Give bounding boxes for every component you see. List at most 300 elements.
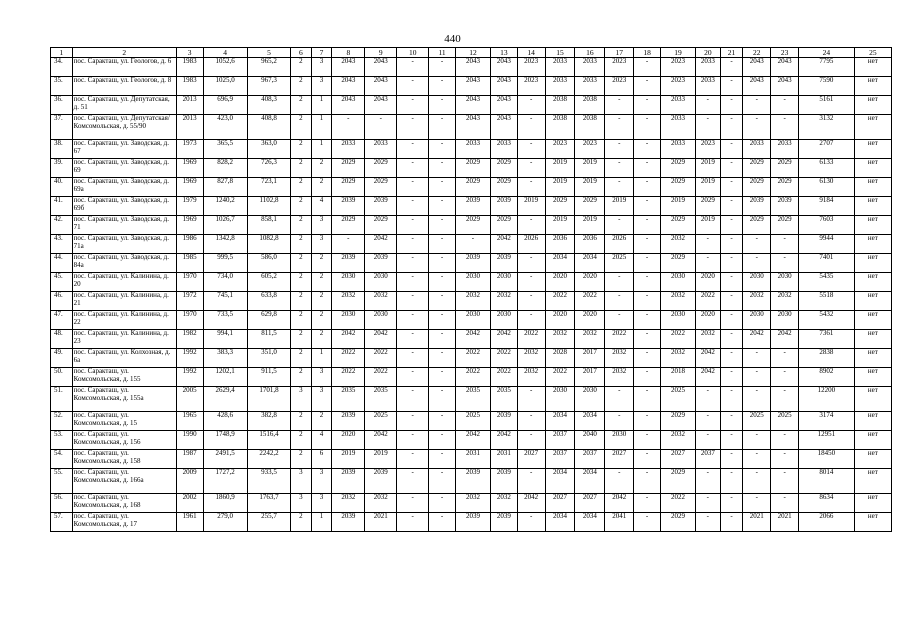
table-cell: 4	[311, 431, 332, 450]
table-cell: 351,0	[247, 349, 290, 368]
table-cell: нет	[854, 311, 891, 330]
table-cell: -	[634, 292, 661, 311]
table-cell: 363,0	[247, 140, 290, 159]
table-cell: 7603	[799, 216, 855, 235]
row-number-cell: 43.	[51, 235, 73, 254]
table-cell: -	[771, 431, 799, 450]
table-cell: 8634	[799, 494, 855, 513]
table-cell: 1202,1	[203, 368, 247, 387]
table-cell: 2030	[575, 387, 605, 412]
table-cell: 2037	[545, 450, 575, 469]
table-cell: 2030	[490, 273, 517, 292]
table-cell: 3	[311, 77, 332, 96]
table-cell: 2043	[332, 58, 365, 77]
page-number: 440	[444, 33, 461, 45]
table-cell: 2030	[660, 311, 695, 330]
table-cell: 5518	[799, 292, 855, 311]
table-cell: -	[605, 292, 634, 311]
table-cell: 2023	[605, 58, 634, 77]
table-cell: -	[429, 330, 456, 349]
table-cell: 9184	[799, 197, 855, 216]
table-cell: 2039	[490, 412, 517, 431]
table-cell: 3	[291, 469, 312, 494]
table-cell: 3	[311, 368, 332, 387]
table-cell: -	[517, 431, 545, 450]
table-cell: -	[397, 58, 429, 77]
table-cell: -	[634, 96, 661, 115]
table-cell: -	[605, 412, 634, 431]
row-number-cell: 42.	[51, 216, 73, 235]
table-cell: -	[634, 273, 661, 292]
address-cell: пос. Саракташ, ул. Заводская, д. 69	[72, 159, 176, 178]
table-cell: -	[720, 431, 743, 450]
table-cell: -	[397, 216, 429, 235]
table-cell: 1860,9	[203, 494, 247, 513]
row-number-cell: 49.	[51, 349, 73, 368]
table-cell: -	[720, 513, 743, 532]
table-cell: -	[634, 387, 661, 412]
table-cell: -	[429, 197, 456, 216]
table-cell: 2032	[605, 368, 634, 387]
table-cell: -	[429, 254, 456, 273]
table-cell: 2025	[660, 387, 695, 412]
column-number-row	[51, 48, 892, 58]
table-cell: 2	[291, 330, 312, 349]
table-cell: 999,5	[203, 254, 247, 273]
table-cell: 828,2	[203, 159, 247, 178]
table-cell: 3	[291, 494, 312, 513]
table-cell: 2	[291, 292, 312, 311]
column-number-cell: 2	[72, 48, 176, 58]
table-cell: -	[634, 412, 661, 431]
table-row	[51, 330, 892, 349]
table-cell: -	[771, 115, 799, 140]
table-cell: 2022	[695, 292, 720, 311]
table-cell: -	[743, 431, 771, 450]
table-cell: 1026,7	[203, 216, 247, 235]
table-cell: 2039	[365, 469, 397, 494]
column-number-cell: 7	[311, 48, 332, 58]
table-cell: -	[634, 254, 661, 273]
table-cell: 2031	[490, 450, 517, 469]
column-number-cell: 21	[720, 48, 743, 58]
row-number-cell: 48.	[51, 330, 73, 349]
table-cell: 2030	[743, 311, 771, 330]
table-cell: 2022	[660, 494, 695, 513]
table-cell: 2032	[517, 368, 545, 387]
table-cell: -	[429, 159, 456, 178]
table-cell: 2022	[365, 349, 397, 368]
table-cell: 2021	[365, 513, 397, 532]
table-cell: нет	[854, 254, 891, 273]
table-cell: 3	[311, 216, 332, 235]
table-cell: -	[429, 273, 456, 292]
table-cell: 2042	[771, 330, 799, 349]
table-cell: -	[771, 235, 799, 254]
table-cell: нет	[854, 77, 891, 96]
table-row	[51, 450, 892, 469]
table-cell: 7590	[799, 77, 855, 96]
table-cell: 365,5	[203, 140, 247, 159]
table-row	[51, 216, 892, 235]
table-cell: -	[332, 115, 365, 140]
table-cell: 1983	[176, 58, 203, 77]
table-cell: 2	[291, 431, 312, 450]
table-cell: 2029	[660, 412, 695, 431]
table-cell: 9944	[799, 235, 855, 254]
table-cell: 2032	[332, 292, 365, 311]
table-cell: 723,1	[247, 178, 290, 197]
table-cell: 2032	[743, 292, 771, 311]
table-cell: нет	[854, 450, 891, 469]
table-cell: 2020	[575, 273, 605, 292]
table-row	[51, 273, 892, 292]
row-number-cell: 46.	[51, 292, 73, 311]
table-cell: 3	[311, 387, 332, 412]
table-cell: 2043	[743, 58, 771, 77]
address-cell: пос. Саракташ, ул. Комсомольская, д. 155	[72, 368, 176, 387]
table-cell: 2025	[743, 412, 771, 431]
table-cell: 2	[291, 159, 312, 178]
table-cell: 2029	[660, 216, 695, 235]
table-cell: нет	[854, 387, 891, 412]
table-cell: 2039	[490, 197, 517, 216]
table-cell: -	[771, 494, 799, 513]
table-cell: 2042	[605, 494, 634, 513]
table-row	[51, 140, 892, 159]
table-cell: -	[517, 412, 545, 431]
column-number-cell: 10	[397, 48, 429, 58]
table-cell: 2029	[455, 178, 490, 197]
table-cell: 2043	[365, 77, 397, 96]
table-cell: 2242,2	[247, 450, 290, 469]
table-cell: -	[605, 115, 634, 140]
table-cell: 2034	[545, 412, 575, 431]
table-cell: 7795	[799, 58, 855, 77]
table-cell: -	[634, 469, 661, 494]
table-cell: 2029	[365, 178, 397, 197]
table-cell: 2033	[575, 58, 605, 77]
table-cell: 2043	[490, 77, 517, 96]
table-cell: -	[771, 254, 799, 273]
table-cell: -	[605, 96, 634, 115]
table-cell: -	[720, 494, 743, 513]
table-cell: 2039	[332, 197, 365, 216]
table-cell: нет	[854, 159, 891, 178]
column-number-cell: 17	[605, 48, 634, 58]
table-cell: 2034	[545, 469, 575, 494]
table-cell: 1748,9	[203, 431, 247, 450]
table-cell: 2023	[660, 77, 695, 96]
table-cell: -	[517, 292, 545, 311]
table-cell: 1970	[176, 273, 203, 292]
table-cell: 2032	[517, 349, 545, 368]
table-cell: 2	[311, 311, 332, 330]
table-cell: 633,8	[247, 292, 290, 311]
table-cell: 2	[291, 235, 312, 254]
table-cell: 2042	[490, 235, 517, 254]
table-cell: 2019	[365, 450, 397, 469]
table-cell: -	[397, 368, 429, 387]
column-number-cell: 9	[365, 48, 397, 58]
table-cell: 255,7	[247, 513, 290, 532]
table-cell: 2	[291, 197, 312, 216]
table-cell: 2039	[455, 254, 490, 273]
table-cell: 2023	[545, 140, 575, 159]
table-cell: 1701,8	[247, 387, 290, 412]
table-cell: -	[429, 368, 456, 387]
table-cell: 586,0	[247, 254, 290, 273]
table-cell: -	[634, 330, 661, 349]
table-cell: -	[332, 235, 365, 254]
table-cell: 2037	[695, 450, 720, 469]
table-cell: 2	[291, 140, 312, 159]
table-cell: 2021	[743, 513, 771, 532]
table-cell: 2027	[517, 450, 545, 469]
table-cell: 726,3	[247, 159, 290, 178]
table-cell: -	[397, 513, 429, 532]
table-cell: 2033	[660, 96, 695, 115]
table-cell: -	[517, 311, 545, 330]
column-number-cell: 8	[332, 48, 365, 58]
table-cell: 2019	[695, 159, 720, 178]
table-cell: 2029	[332, 178, 365, 197]
table-cell: 2022	[490, 349, 517, 368]
table-cell: 2043	[332, 77, 365, 96]
table-cell: 2029	[490, 216, 517, 235]
table-cell: 2019	[695, 178, 720, 197]
table-cell: 2036	[545, 235, 575, 254]
table-cell: 2027	[605, 450, 634, 469]
table-cell: 2037	[545, 431, 575, 450]
row-number-cell: 57.	[51, 513, 73, 532]
table-cell: 2029	[455, 159, 490, 178]
table-cell: 2032	[575, 330, 605, 349]
table-cell: -	[397, 292, 429, 311]
table-cell: 2030	[605, 431, 634, 450]
table-cell: 2017	[575, 368, 605, 387]
table-cell: 967,3	[247, 77, 290, 96]
table-cell: 1763,7	[247, 494, 290, 513]
address-cell: пос. Саракташ, ул. Заводская, д. 71	[72, 216, 176, 235]
table-cell: -	[605, 311, 634, 330]
table-cell: -	[429, 469, 456, 494]
table-cell: -	[634, 513, 661, 532]
table-cell: 2019	[605, 197, 634, 216]
table-cell: нет	[854, 96, 891, 115]
table-cell: 2002	[176, 494, 203, 513]
table-cell: 2019	[545, 216, 575, 235]
table-cell: -	[429, 431, 456, 450]
address-cell: пос. Саракташ, ул. Калинина, д. 22	[72, 311, 176, 330]
address-cell: пос. Саракташ, ул. Заводская, д. 69а	[72, 178, 176, 197]
table-cell: 811,5	[247, 330, 290, 349]
table-cell: 2	[291, 96, 312, 115]
table-cell: 2030	[365, 273, 397, 292]
table-cell: -	[634, 216, 661, 235]
table-row	[51, 197, 892, 216]
column-number-cell: 18	[634, 48, 661, 58]
table-cell: 2022	[545, 368, 575, 387]
table-cell: -	[695, 115, 720, 140]
table-cell: -	[397, 450, 429, 469]
table-cell: 2043	[490, 96, 517, 115]
table-cell: 2022	[517, 330, 545, 349]
table-cell: -	[397, 197, 429, 216]
table-cell: 3	[291, 387, 312, 412]
column-number-cell: 16	[575, 48, 605, 58]
table-cell: 2029	[771, 178, 799, 197]
table-cell: 2032	[545, 330, 575, 349]
table-cell: 3	[311, 58, 332, 77]
table-cell: -	[517, 178, 545, 197]
table-cell: -	[695, 469, 720, 494]
row-number-cell: 45.	[51, 273, 73, 292]
table-cell: 408,3	[247, 96, 290, 115]
table-cell: 1992	[176, 368, 203, 387]
table-cell: 2042	[332, 330, 365, 349]
table-cell: 2032	[332, 494, 365, 513]
table-cell: 1342,8	[203, 235, 247, 254]
table-cell: -	[429, 58, 456, 77]
table-cell: 2035	[490, 387, 517, 412]
table-cell: 2039	[365, 254, 397, 273]
table-cell: 2029	[545, 197, 575, 216]
table-cell: 2	[291, 311, 312, 330]
table-row	[51, 254, 892, 273]
table-row	[51, 96, 892, 115]
table-cell: 2	[291, 254, 312, 273]
table-cell: 2030	[455, 273, 490, 292]
table-cell: 2032	[660, 235, 695, 254]
table-cell: 2029	[660, 159, 695, 178]
column-number-cell: 4	[203, 48, 247, 58]
table-cell: -	[720, 368, 743, 387]
table-cell: -	[605, 273, 634, 292]
table-cell: 2032	[660, 349, 695, 368]
table-cell: 3	[311, 469, 332, 494]
table-cell: 2022	[365, 368, 397, 387]
table-cell: -	[771, 450, 799, 469]
table-cell: -	[634, 368, 661, 387]
table-cell: -	[634, 311, 661, 330]
table-cell: 6	[311, 450, 332, 469]
table-cell: -	[743, 387, 771, 412]
table-cell: 2019	[517, 197, 545, 216]
table-cell: 2023	[517, 58, 545, 77]
table-cell: 7361	[799, 330, 855, 349]
table-cell: 1	[311, 513, 332, 532]
table-cell: 2019	[695, 216, 720, 235]
table-cell: 2019	[575, 159, 605, 178]
row-number-cell: 34.	[51, 58, 73, 77]
table-cell: 1969	[176, 159, 203, 178]
table-cell: 2029	[575, 197, 605, 216]
address-cell: пос. Саракташ, ул. Геологов, д. 8	[72, 77, 176, 96]
table-cell: -	[429, 115, 456, 140]
table-cell: 428,6	[203, 412, 247, 431]
table-cell: -	[634, 77, 661, 96]
table-cell: 1985	[176, 254, 203, 273]
table-cell: 1	[311, 140, 332, 159]
table-cell: 2022	[332, 368, 365, 387]
table-cell: -	[429, 513, 456, 532]
table-cell: -	[634, 494, 661, 513]
table-cell: 994,1	[203, 330, 247, 349]
table-cell: 2043	[332, 96, 365, 115]
table-cell: 605,2	[247, 273, 290, 292]
address-cell: пос. Саракташ, ул. Калинина, д. 20	[72, 273, 176, 292]
column-number-cell: 15	[545, 48, 575, 58]
table-cell: 2025	[365, 412, 397, 431]
table-cell: 2041	[605, 513, 634, 532]
table-cell: нет	[854, 368, 891, 387]
table-cell: 2013	[176, 96, 203, 115]
table-cell: 2029	[332, 216, 365, 235]
table-cell: 2032	[365, 292, 397, 311]
table-cell: -	[634, 140, 661, 159]
column-number-cell: 14	[517, 48, 545, 58]
table-cell: -	[429, 96, 456, 115]
table-cell: 2027	[575, 494, 605, 513]
table-cell: 2030	[743, 273, 771, 292]
table-cell: -	[429, 140, 456, 159]
table-cell: 2042	[455, 330, 490, 349]
table-cell: 2022	[575, 292, 605, 311]
table-cell: -	[634, 235, 661, 254]
table-cell: -	[720, 159, 743, 178]
table-cell: 2032	[660, 431, 695, 450]
table-cell: -	[720, 216, 743, 235]
table-cell: 1025,0	[203, 77, 247, 96]
table-cell: -	[720, 140, 743, 159]
table-cell: 2042	[490, 431, 517, 450]
table-cell: нет	[854, 469, 891, 494]
table-row	[51, 368, 892, 387]
table-cell: 2043	[455, 58, 490, 77]
address-cell: пос. Саракташ, ул. Комсомольская, д. 155а	[72, 387, 176, 412]
table-cell: 2029	[743, 159, 771, 178]
table-row	[51, 349, 892, 368]
table-cell: -	[720, 273, 743, 292]
table-cell: нет	[854, 330, 891, 349]
table-cell: 2038	[575, 115, 605, 140]
table-cell: 2032	[365, 494, 397, 513]
column-number-cell: 6	[291, 48, 312, 58]
table-cell: 2019	[575, 216, 605, 235]
table-cell: 1972	[176, 292, 203, 311]
table-cell: 2023	[517, 77, 545, 96]
row-number-cell: 39.	[51, 159, 73, 178]
table-cell: -	[695, 387, 720, 412]
table-row	[51, 431, 892, 450]
table-cell: -	[397, 273, 429, 292]
table-cell: 5432	[799, 311, 855, 330]
column-number-cell: 11	[429, 48, 456, 58]
table-cell: нет	[854, 431, 891, 450]
table-cell: 1961	[176, 513, 203, 532]
table-cell: нет	[854, 292, 891, 311]
table-cell: -	[695, 513, 720, 532]
table-cell: 2030	[455, 311, 490, 330]
table-cell: 2039	[332, 254, 365, 273]
table-cell: нет	[854, 140, 891, 159]
table-cell: -	[634, 431, 661, 450]
table-cell: 965,2	[247, 58, 290, 77]
table-cell: 6133	[799, 159, 855, 178]
table-cell: 2028	[545, 349, 575, 368]
table-cell: -	[720, 349, 743, 368]
